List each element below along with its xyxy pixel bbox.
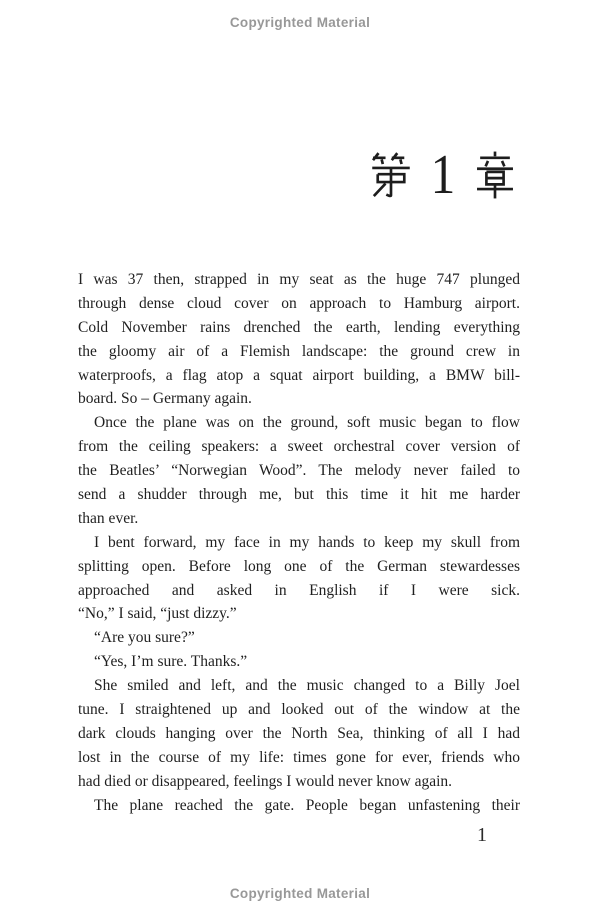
text-line: the Beatles’ “Norwegian Wood”. The melody never failed to	[78, 462, 520, 480]
text-line: waterproofs, a flag atop a squat airport building, a BMW bill-	[78, 366, 520, 384]
text-line: splitting open. Before long one of the German stewardesses	[78, 557, 520, 575]
text-line: tune. I straightened up and looked out of the window at the	[78, 701, 520, 719]
chapter-number: 1	[430, 144, 456, 206]
text-line: I was 37 then, strapped in my seat as the huge 747 plunged	[78, 271, 520, 288]
text-line: “Are you sure?”	[94, 629, 195, 647]
kanji-shou-glyph	[470, 150, 520, 200]
text-line: the gloomy air of a Flemish landscape: the ground crew in	[78, 342, 520, 360]
chapter-heading	[366, 144, 520, 206]
text-line: through dense cloud cover on approach to Hamburg airport.	[78, 294, 520, 312]
kanji-dai-glyph	[366, 150, 416, 200]
text-line: Once the plane was on the ground, soft music began to flow	[94, 414, 520, 432]
body-text	[78, 268, 520, 817]
text-line: from the ceiling speakers: a sweet orchestral cover version of	[78, 438, 520, 456]
copyright-notice-bottom: Copyrighted Material	[229, 886, 371, 901]
copyright-notice-top: Copyrighted Material	[229, 15, 371, 30]
page-number: 1	[477, 824, 487, 846]
text-line: The plane reached the gate. People began unfastening their	[94, 796, 520, 814]
text-line: send a shudder through me, but this time it hit me harder	[78, 486, 520, 504]
text-line: Cold November rains drenched the earth, lending everything	[78, 318, 520, 336]
text-line: I bent forward, my face in my hands to keep my skull from	[94, 533, 520, 551]
text-line: lost in the course of my life: times gone for ever, friends who	[78, 748, 520, 766]
text-line: She smiled and left, and the music changed to a Billy Joel	[94, 677, 520, 695]
text-line: “No,” I said, “just dizzy.”	[78, 605, 237, 623]
text-line: dark clouds hanging over the North Sea, thinking of all I had	[78, 724, 520, 742]
text-line: approached and asked in English if I were sick.	[78, 581, 520, 599]
text-line: had died or disappeared, feelings I would never know again.	[78, 772, 453, 790]
text-line: than ever.	[78, 509, 139, 527]
text-line: board. So – Germany again.	[78, 390, 252, 408]
text-line: “Yes, I’m sure. Thanks.”	[94, 653, 248, 671]
